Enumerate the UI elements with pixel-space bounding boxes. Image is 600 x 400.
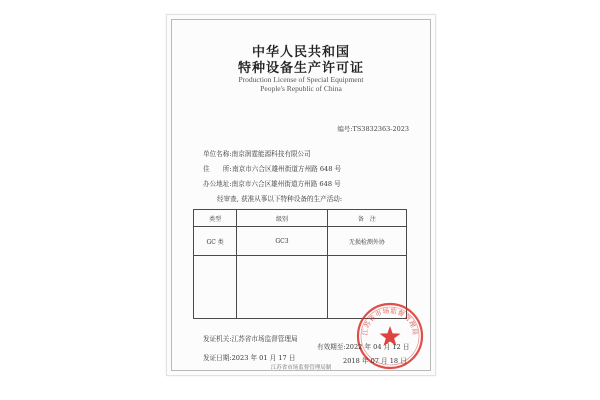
header-type: 类型 xyxy=(194,210,237,227)
address-value: 南京市六合区雄州街道方州路 648 号 xyxy=(232,165,342,173)
company-row xyxy=(203,148,311,158)
english-title-line-2: People's Republic of China xyxy=(260,84,342,93)
certificate-number-label: 编号: xyxy=(337,125,353,133)
footer-text: 江苏省市场监督管理局制 xyxy=(270,365,332,371)
office-row xyxy=(203,178,341,188)
issue-date-value: 2023 年 01 月 17 日 xyxy=(231,354,296,362)
issuer-label: 发证机关: xyxy=(203,335,232,343)
office-label: 办公地址: xyxy=(203,180,232,188)
table-row xyxy=(194,227,407,256)
address-label: 住 所: xyxy=(203,165,232,173)
certificate-number xyxy=(337,124,409,133)
validity-line-2: 2018 年 07 月 18 日 xyxy=(343,357,407,365)
english-title-line-1: Production License of Special Equipment xyxy=(238,75,364,84)
title-line-1: 中华人民共和国 xyxy=(251,45,350,60)
header-level: 级别 xyxy=(237,210,328,227)
address-row xyxy=(203,163,341,173)
company-value: 南京润霆能源科技有限公司 xyxy=(231,150,311,158)
header-remarks: 备 注 xyxy=(327,210,406,227)
approval-text: 经审查, 获准从事以下特种设备的生产活动: xyxy=(217,195,343,203)
cell-type: GC 类 xyxy=(194,227,237,256)
license-certificate xyxy=(166,14,436,376)
issuer-value: 江苏省市场监督管理局 xyxy=(231,335,298,343)
title-line-2: 特种设备生产许可证 xyxy=(237,61,364,76)
svg-text:江苏省市场监督管理局: 江苏省市场监督管理局 xyxy=(360,306,420,337)
validity-line-1: 有效期至:2022 年 04 月 12 日 xyxy=(317,343,410,351)
office-value: 南京市六合区雄州街道方州路 648 号 xyxy=(231,180,341,188)
cell-level: GC3 xyxy=(237,227,328,256)
company-label: 单位名称: xyxy=(203,150,232,158)
issue-date-label: 发证日期: xyxy=(203,354,232,362)
table-header-row xyxy=(194,210,407,227)
issue-date-row xyxy=(203,352,295,362)
cell-remarks: 无损检测外协 xyxy=(327,227,406,256)
issuer-row xyxy=(203,333,298,343)
certificate-number-value: TS3832363-2023 xyxy=(352,125,409,133)
